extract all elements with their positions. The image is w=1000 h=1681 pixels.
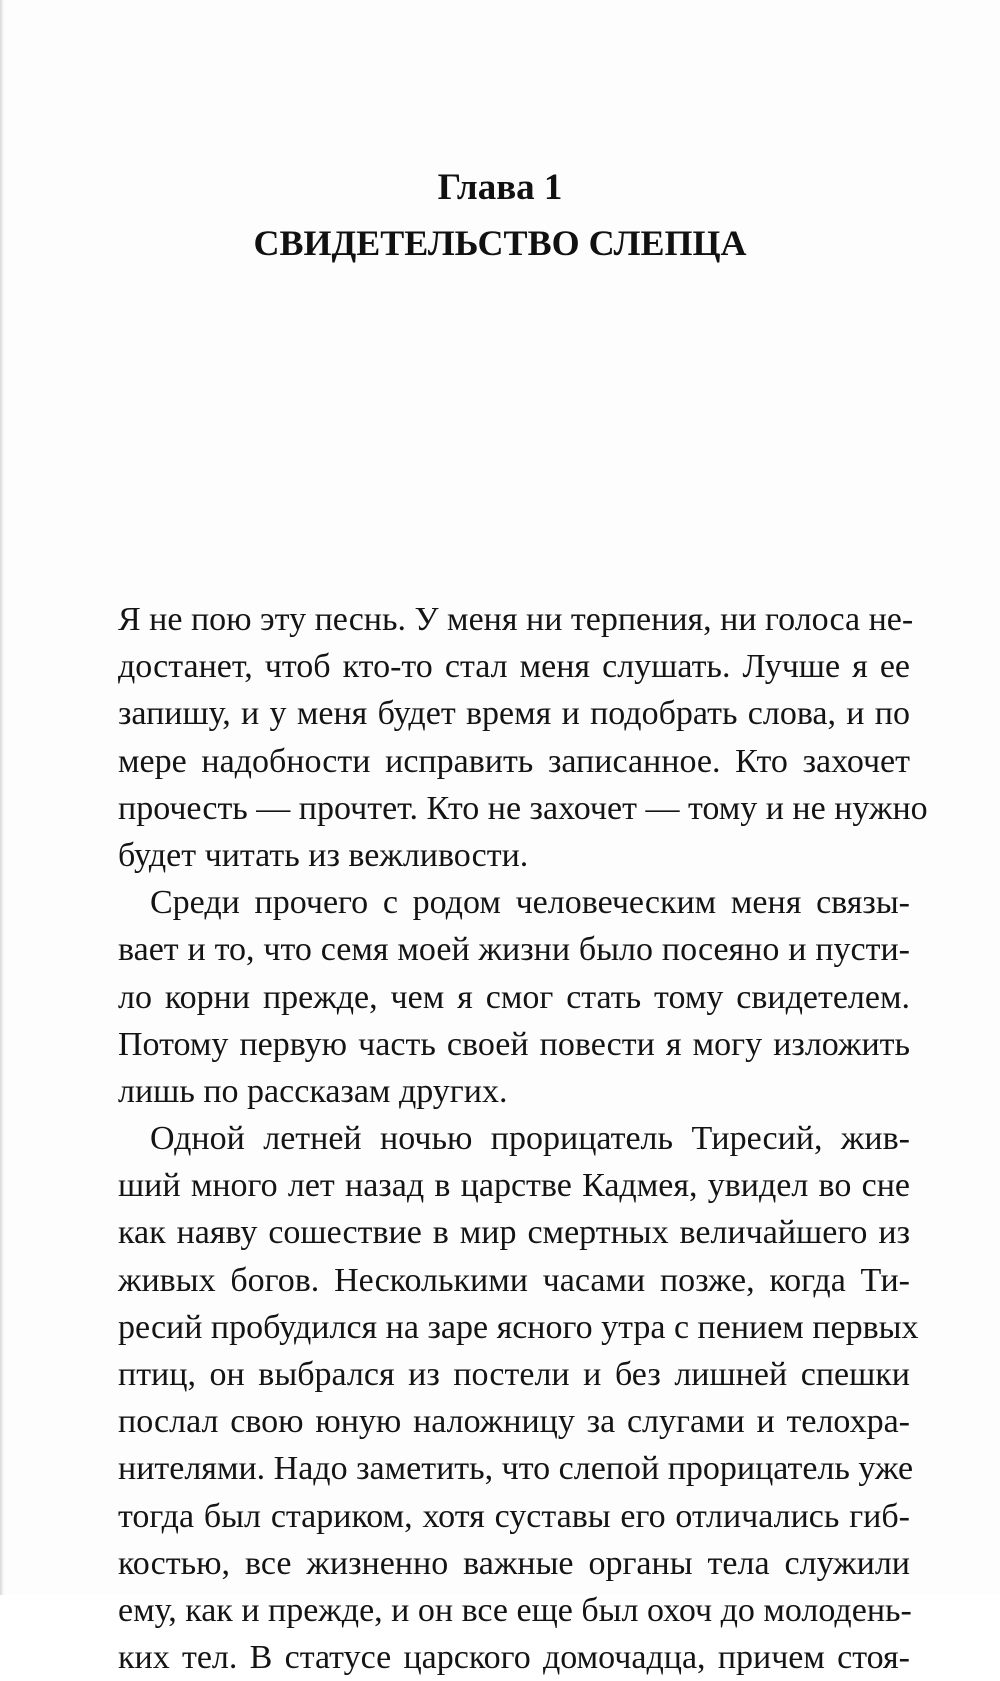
text-line: вает и то, что семя моей жизни было посеяно и пусти- <box>118 931 910 969</box>
text-line: запишу, и у меня будет время и подобрать слова, и по <box>118 695 910 733</box>
text-line: птиц, он выбрался из постели и без лишней спешки <box>118 1356 910 1393</box>
chapter-title: СВИДЕТЕЛЬСТВО СЛЕПЦА <box>253 223 747 263</box>
text-line: будет читать из вежливости. <box>118 836 529 874</box>
text-line: ло корни прежде, чем я смог стать тому свидетелем. <box>118 978 910 1016</box>
text-line: костью, все жизненно важные органы тела служили <box>118 1544 910 1582</box>
text-line: лишь по рассказам других. <box>118 1072 508 1110</box>
text-line: ший много лет назад в царстве Кадмея, увидел во сне <box>118 1167 910 1205</box>
text-line: достанет, чтоб кто-то стал меня слушать. Лучше я ее <box>118 648 910 686</box>
text-line: как наяву сошествие в мир смертных величайшего из <box>118 1214 910 1252</box>
body-text <box>118 596 928 1681</box>
text-line: мере надобности исправить записанное. Кто захочет <box>118 742 910 780</box>
text-line: Среди прочего с родом человеческим меня связы- <box>150 884 910 922</box>
text-line: послал свою юную наложницу за слугами и телохра- <box>118 1403 910 1441</box>
text-line: прочесть — прочтет. Кто не захочет — тому и не нужно <box>118 789 928 827</box>
text-line: ему, как и прежде, и он все еще был охоч до молодень- <box>118 1591 912 1629</box>
text-line: нителями. Надо заметить, что слепой прорицатель уже <box>118 1450 914 1488</box>
text-line: живых богов. Несколькими часами позже, когда Ти- <box>118 1261 910 1299</box>
text-line: Потому первую часть своей повести я могу изложить <box>118 1025 910 1063</box>
text-line: ресий пробудился на заре ясного утра с пением первых <box>118 1308 919 1346</box>
text-line: Я не пою эту песнь. У меня ни терпения, ни голоса не- <box>118 601 914 638</box>
text-line: тогда был стариком, хотя суставы его отличались гиб- <box>118 1497 910 1535</box>
chapter-number: Глава 1 <box>437 167 563 208</box>
text-line: ких тел. В статусе царского домочадца, причем стоя- <box>118 1639 910 1677</box>
text-line: Одной летней ночью прорицатель Тиресий, жив- <box>150 1120 910 1158</box>
